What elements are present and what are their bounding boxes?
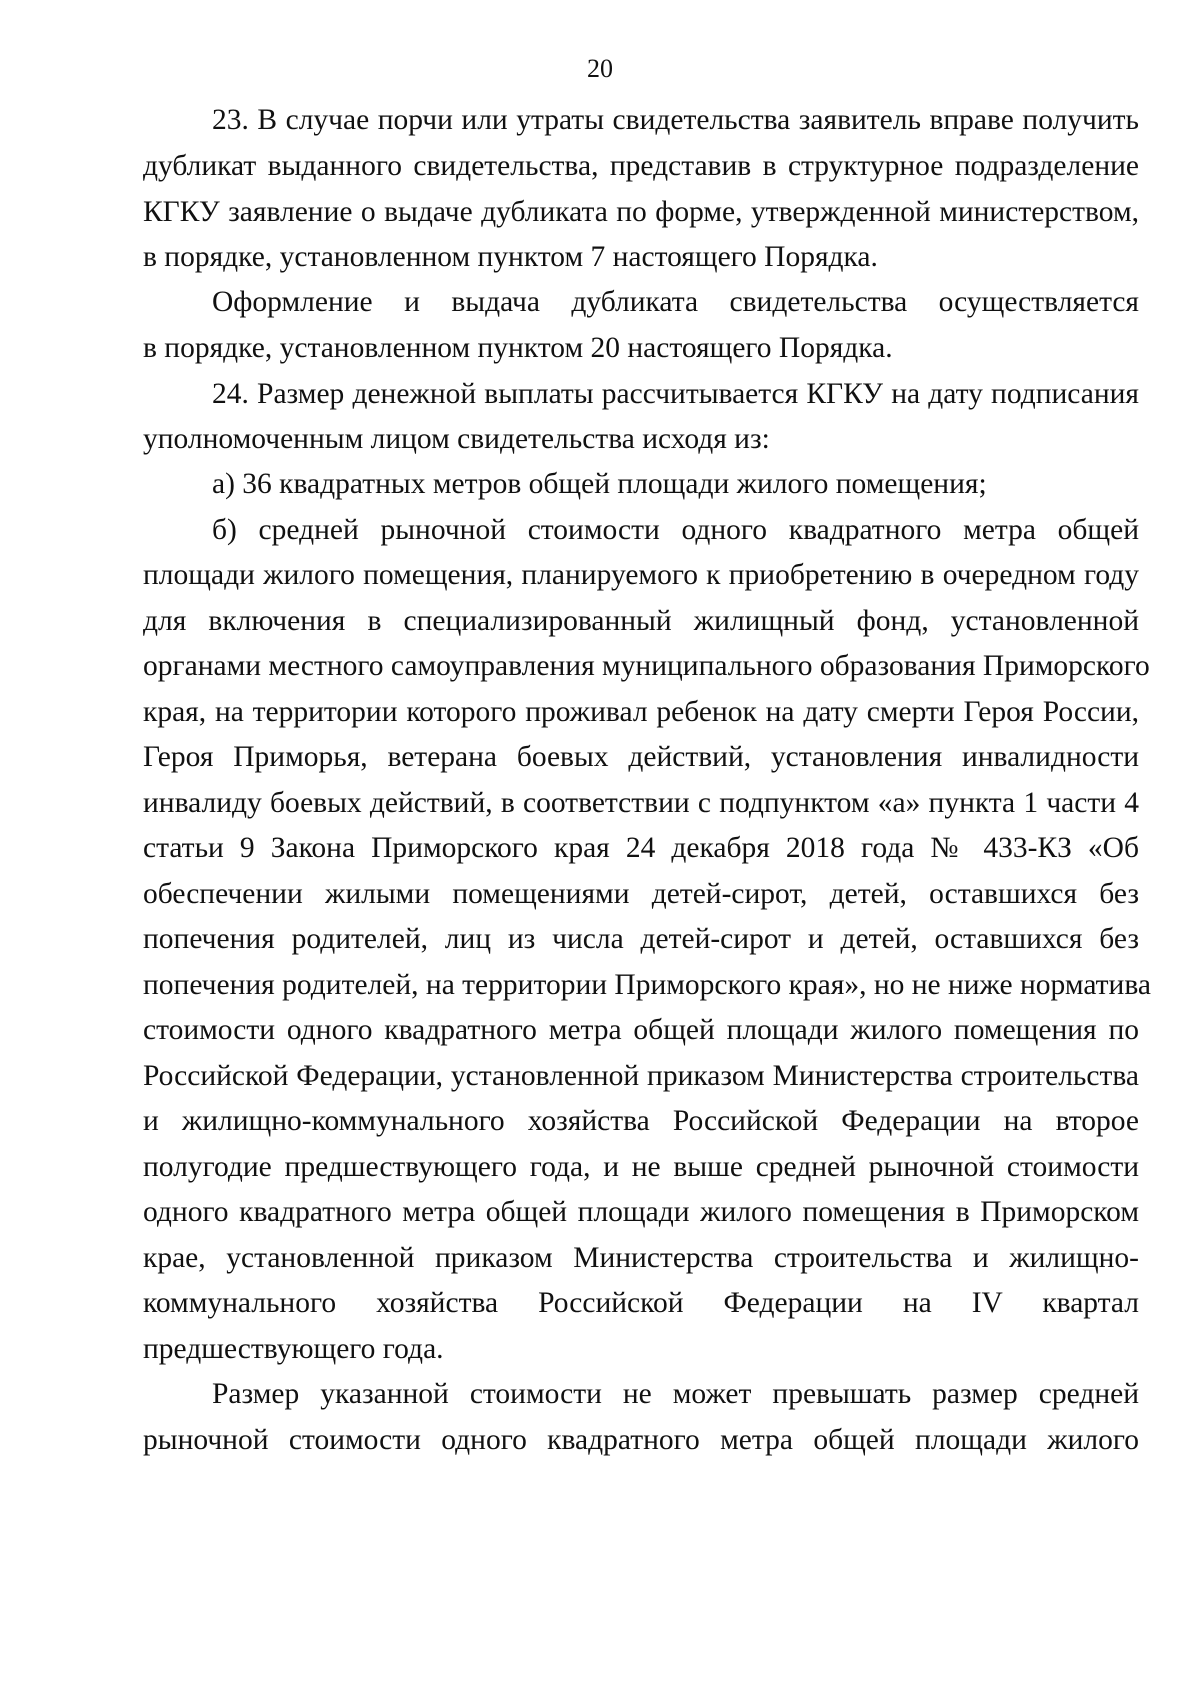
text-line: б) средней рыночной стоимости одного квадратного метра общей — [212, 514, 1139, 546]
text-line: статьи 9 Закона Приморского края 24 декабря 2018 года № 433-КЗ «Об — [143, 832, 1139, 864]
text-line: Героя Приморья, ветерана боевых действий, установления инвалидности — [143, 741, 1139, 773]
text-line: для включения в специализированный жилищный фонд, установленной — [143, 605, 1139, 637]
text-line: 23. В случае порчи или утраты свидетельства заявитель вправе получить — [212, 104, 1139, 136]
text-line: попечения родителей, лиц из числа детей-сирот и детей, оставшихся без — [143, 923, 1139, 955]
text-line: дубликат выданного свидетельства, представив в структурное подразделение — [143, 150, 1139, 182]
text-line: одного квадратного метра общей площади жилого помещения в Приморском — [143, 1196, 1139, 1228]
text-line: крае, установленной приказом Министерства строительства и жилищно- — [143, 1242, 1139, 1274]
text-line: в порядке, установленном пунктом 20 настоящего Порядка. — [143, 332, 893, 364]
text-line: органами местного самоуправления муниципального образования Приморского — [143, 650, 1150, 682]
text-line: площади жилого помещения, планируемого к приобретению в очередном году — [143, 559, 1139, 591]
text-line: инвалиду боевых действий, в соответствии с подпунктом «а» пункта 1 части 4 — [143, 787, 1139, 819]
text-line: стоимости одного квадратного метра общей площади жилого помещения по — [143, 1014, 1139, 1046]
text-line: попечения родителей, на территории Приморского края», но не ниже норматива — [143, 969, 1151, 1001]
text-line: уполномоченным лицом свидетельства исходя из: — [143, 423, 770, 455]
text-line: а) 36 квадратных метров общей площади жилого помещения; — [212, 468, 987, 500]
text-line: рыночной стоимости одного квадратного метра общей площади жилого — [143, 1424, 1139, 1456]
text-line: Оформление и выдача дубликата свидетельства осуществляется — [212, 286, 1139, 318]
text-line: коммунального хозяйства Российской Федерации на IV квартал — [143, 1287, 1139, 1319]
text-line: полугодие предшествующего года, и не выше средней рыночной стоимости — [143, 1151, 1139, 1183]
text-line: края, на территории которого проживал ребенок на дату смерти Героя России, — [143, 696, 1139, 728]
text-line: и жилищно-коммунального хозяйства Российской Федерации на второе — [143, 1105, 1139, 1137]
text-line: обеспечении жилыми помещениями детей-сирот, детей, оставшихся без — [143, 878, 1139, 910]
text-line: Размер указанной стоимости не может превышать размер средней — [212, 1378, 1139, 1410]
text-line: Российской Федерации, установленной приказом Министерства строительства — [143, 1060, 1139, 1092]
text-line: в порядке, установленном пунктом 7 настоящего Порядка. — [143, 241, 878, 273]
text-line: КГКУ заявление о выдаче дубликата по форме, утвержденной министерством, — [143, 196, 1139, 228]
text-line: 24. Размер денежной выплаты рассчитывается КГКУ на дату подписания — [212, 378, 1139, 410]
text-line: предшествующего года. — [143, 1333, 444, 1365]
page-number: 20 — [587, 54, 613, 83]
